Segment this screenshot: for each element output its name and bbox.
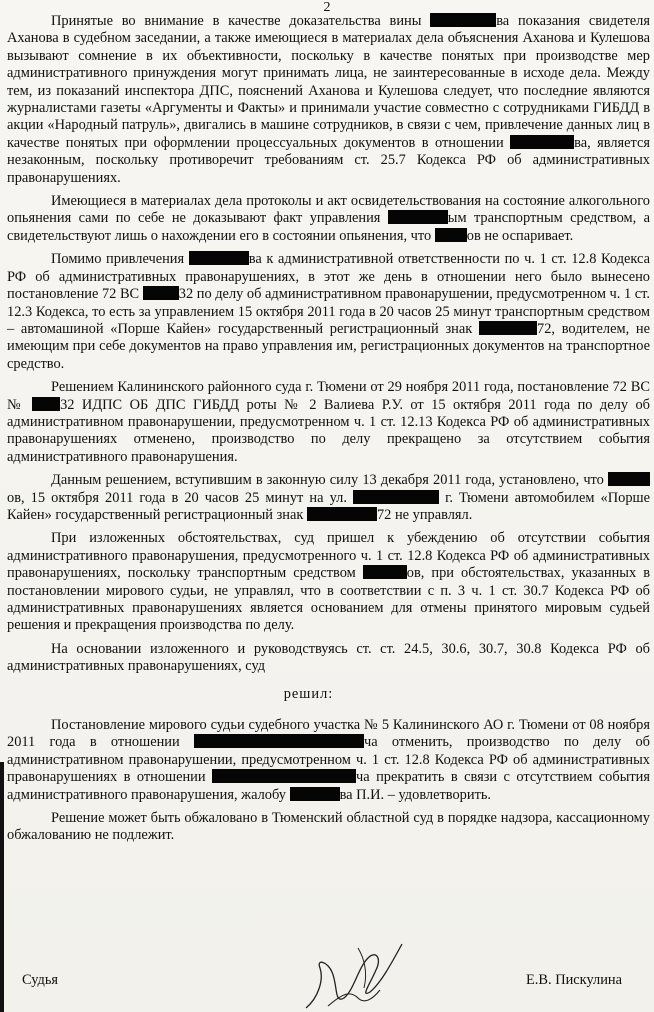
judge-name: Е.В. Пискулина <box>526 972 622 988</box>
redaction-mark <box>143 286 179 300</box>
redaction-mark <box>212 769 356 783</box>
paragraph-2: Имеющиеся в материалах дела протоколы и акт освидетельствования на состояние алкогольного опьянения сами по себе не доказывают факт управления ым транспортным средством, а свидетельствуют лишь о нахождении его в состоянии опьянения, что ов не оспаривает. <box>7 193 650 244</box>
redaction-mark <box>388 210 448 224</box>
redaction-mark <box>189 251 249 265</box>
redaction-mark <box>430 13 496 27</box>
redaction-mark <box>290 787 340 801</box>
paragraph-6: При изложенных обстоятельствах, суд пришел к убеждению об отсутствии события административного правонарушения, предусмотренного ч. 1 ст. 12.8 Кодекса РФ об административных правонарушениях, поскольку транспортным средством ов, при обстоятельствах, указанных в постановлении мирового судьи, не управлял, что в соответствии с п. 3 ч. 1 ст. 30.7 Кодекса РФ об административных правонарушениях является основанием для отмены принятого мировым судьей решения и прекращения производства по делу. <box>7 530 650 634</box>
redaction-mark <box>479 321 537 335</box>
decision-heading: решил: <box>283 685 334 702</box>
paragraph-4: Решением Калининского районного суда г. Тюмени от 29 ноября 2011 года, постановление 72 ВС № 32 ИДПС ОБ ДПС ГИБДД роты № 2 Валиева Р.У. от 15 октября 2011 года по делу об административном правонарушении, предусмотренном ч. 1 ст. 12.13 Кодекса РФ об административных правонарушениях отменено, производство по делу прекращено за отсутствием события административного правонарушения. <box>7 379 651 465</box>
document-body <box>7 13 650 845</box>
signature-row <box>22 972 622 996</box>
paragraph-1: Принятые во внимание в качестве доказательства вины ва показания свидетеля Аханова в судебном заседании, а также имеющиеся в материалах дела объяснения Аханова и Кулешова вызывают сомнение в их объективности, поскольку в качестве понятых при производстве мер административного принуждения могут принимать лица, не заинтересованные в исходе дела. Между тем, из показаний инспектора ДПС, пояснений Аханова и Кулешова следует, что последние являются журналистами газеты «Аргументы и Факты» и принимали участие совместно с сотрудниками ГИБДД в акции «Народный патруль», двигались в машине сотрудников, в связи с чем, привлечение данных лиц в качестве понятых при оформлении процессуальных документов в отношении ва, является незаконным, поскольку противоречит требованиям ст. 25.7 Кодекса РФ об административных правонарушениях. <box>7 13 651 186</box>
paragraph-3: Помимо привлечения ва к административной ответственности по ч. 1 ст. 12.8 Кодекса РФ об административных правонарушениях, в этот же день в отношении него было вынесено постановление 72 ВС 32 по делу об административном правонарушении, предусмотренном ч. 1 ст. 12.3 Кодекса, то есть за управлением 15 октября 2011 года в 20 часов 25 минут транспортным средством – автомашиной «Порше Кайен» государственный регистрационный знак 72, водителем, не имеющим при себе документов на право управления им, регистрационных документов на транспортное средство. <box>7 251 650 372</box>
resolution-paragraph-2: Решение может быть обжаловано в Тюменский областной суд в порядке надзора, кассационному обжалованию не подлежит. <box>7 810 650 844</box>
redaction-mark <box>608 472 650 486</box>
judge-signature <box>298 928 408 1012</box>
page-number: 2 <box>323 0 331 15</box>
redaction-mark <box>307 507 377 521</box>
redaction-mark <box>32 397 60 411</box>
redaction-mark <box>353 490 439 504</box>
resolution-paragraph-1: Постановление мирового судьи судебного участка № 5 Калининского АО г. Тюмени от 08 ноября 2011 года в отношении ча отменить, производство по делу об административном правонарушении, предусмотренном ч. 1 ст. 12.8 Кодекса РФ об административных правонарушениях в отношении ча прекратить в связи с отсутствием события административного правонарушения, жалобу ва П.И. – удовлетворить. <box>7 717 650 803</box>
scan-edge-bar <box>0 762 4 1012</box>
paragraph-7: На основании изложенного и руководствуясь ст. ст. 24.5, 30.6, 30.7, 30.8 Кодекса РФ об административных правонарушениях, суд <box>7 640 650 675</box>
paragraph-5: Данным решением, вступившим в законную силу 13 декабря 2011 года, установлено, что ов, 15 октября 2011 года в 20 часов 25 минут на ул. г. Тюмени автомобилем «Порше Кайен» государственный регистрационный знак 72 не управлял. <box>7 472 650 523</box>
redaction-mark <box>435 228 467 242</box>
redaction-mark <box>363 565 407 579</box>
redaction-mark <box>194 734 364 748</box>
redaction-mark <box>510 135 574 149</box>
judge-label: Судья <box>22 972 59 988</box>
